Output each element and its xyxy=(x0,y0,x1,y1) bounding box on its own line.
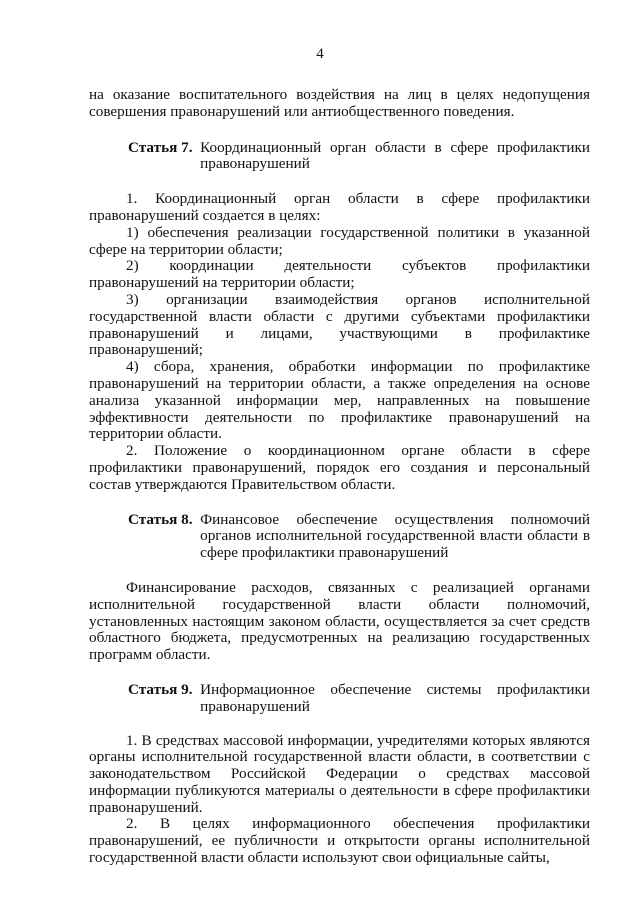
article-8-label: Статья 8. xyxy=(128,510,193,528)
article-7-paragraph-2: 2. Положение о координационном органе области в сфере профилактики правонарушений, порядок его создания и персональный состав утверждаются Правительством области. xyxy=(89,442,590,493)
article-9-heading xyxy=(89,682,590,716)
document-body xyxy=(89,87,590,867)
article-9-label: Статья 9. xyxy=(128,680,193,698)
article-7-title: Координационный орган области в сфере профилактики правонарушений xyxy=(200,138,590,173)
article-7-item-2: 2) координации деятельности субъектов профилактики правонарушений на территории области; xyxy=(89,257,590,292)
article-9-paragraph-1: 1. В средствах массовой информации, учредителями которых являются органы исполнительной государственной власти области, в соответствии с законодательством Российской Федерации о средствах массовой информации публикуются материалы о деятельности в сфере профилактики правонарушений. xyxy=(89,731,590,816)
article-7-item-4: 4) сбора, хранения, обработки информации по профилактике правонарушений на территории области, а также определения на основе анализа указанной информации мер, направленных на повышение эффективности деятельности по профилактике правонарушений на территории области. xyxy=(89,358,590,443)
article-9-paragraph-2: 2. В целях информационного обеспечения профилактики правонарушений, ее публичности и открытости органы исполнительной государственной власти области используют свои официальные сайты, xyxy=(89,815,590,867)
article-8-paragraph-1: Финансирование расходов, связанных с реализацией органами исполнительной государственной власти области полномочий, установленных настоящим законом области, осуществляется за счет средств областного бюджета, предусмотренных на реализацию государственных программ области. xyxy=(89,578,590,664)
page-number: 4 xyxy=(316,46,324,62)
article-7-heading xyxy=(89,140,590,174)
article-8-heading xyxy=(89,512,590,562)
article-7-paragraph-1: 1. Координационный орган области в сфере профилактики правонарушений создается в целях: xyxy=(89,190,590,224)
intro-paragraph: на оказание воспитательного воздействия на лиц в целях недопущения совершения правонарушений или антиобщественного поведения. xyxy=(89,86,590,120)
article-7-item-3: 3) организации взаимодействия органов исполнительной государственной власти области с другими субъектами профилактики правонарушений и лицами, участвующими в профилактике правонарушений; xyxy=(89,290,590,359)
article-9-title: Информационное обеспечение системы профилактики правонарушений xyxy=(200,680,590,715)
article-7-label: Статья 7. xyxy=(128,138,193,156)
article-8-title: Финансовое обеспечение осуществления полномочий органов исполнительной государственной власти области в сфере профилактики правонарушений xyxy=(200,510,590,562)
article-7-item-1: 1) обеспечения реализации государственной политики в указанной сфере на территории области; xyxy=(89,223,590,258)
